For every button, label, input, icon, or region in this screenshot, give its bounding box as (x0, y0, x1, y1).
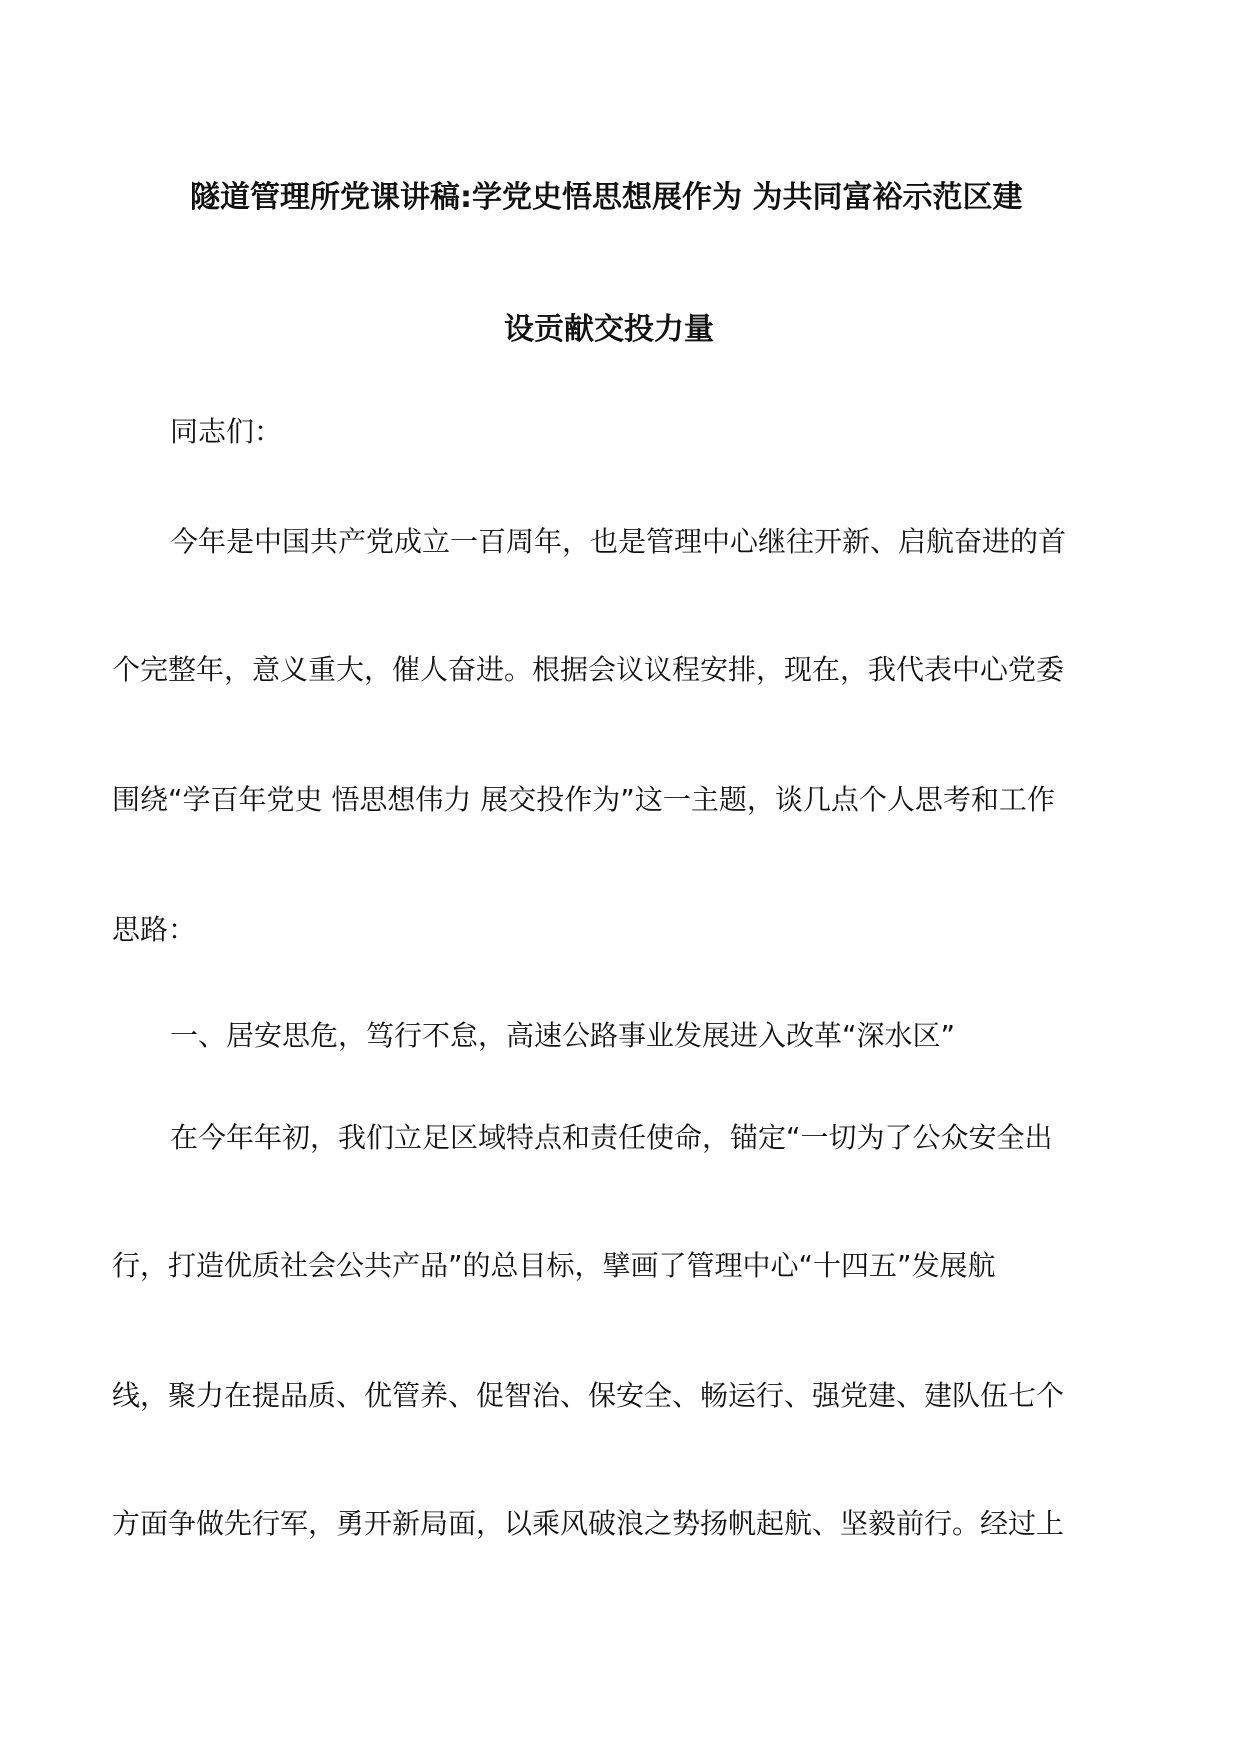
document-title-line-2: 设贡献交投力量 (504, 312, 714, 347)
body-line: 线，聚力在提品质、优管养、促智治、保安全、畅运行、强党建、建队伍七个 (112, 1379, 1065, 1412)
section-heading: 一、居安思危，笃行不怠，高速公路事业发展进入改革“深水区” (170, 1019, 956, 1052)
body-line: 行，打造优质社会公共产品”的总目标，擘画了管理中心“十四五”发展航 (112, 1249, 996, 1282)
salutation: 同志们： (170, 415, 283, 448)
body-line: 今年是中国共产党成立一百周年，也是管理中心继往开新、启航奋进的首 (170, 525, 1067, 558)
body-line: 方面争做先行军，勇开新局面，以乘风破浪之势扬帆起航、坚毅前行。经过上 (112, 1507, 1065, 1540)
body-line: 思路： (112, 913, 197, 946)
document-title-line-1: 隧道管理所党课讲稿:学党史悟思想展作为 为共同富裕示范区建 (190, 180, 1023, 215)
body-line: 围绕“学百年党史 悟思想伟力 展交投作为”这一主题，谈几点个人思考和工作 (112, 783, 1055, 816)
body-line: 个完整年，意义重大，催人奋进。根据会议议程安排，现在，我代表中心党委 (112, 653, 1065, 686)
body-line: 在今年年初，我们立足区域特点和责任使命，锚定“一切为了公众安全出 (170, 1121, 1053, 1154)
